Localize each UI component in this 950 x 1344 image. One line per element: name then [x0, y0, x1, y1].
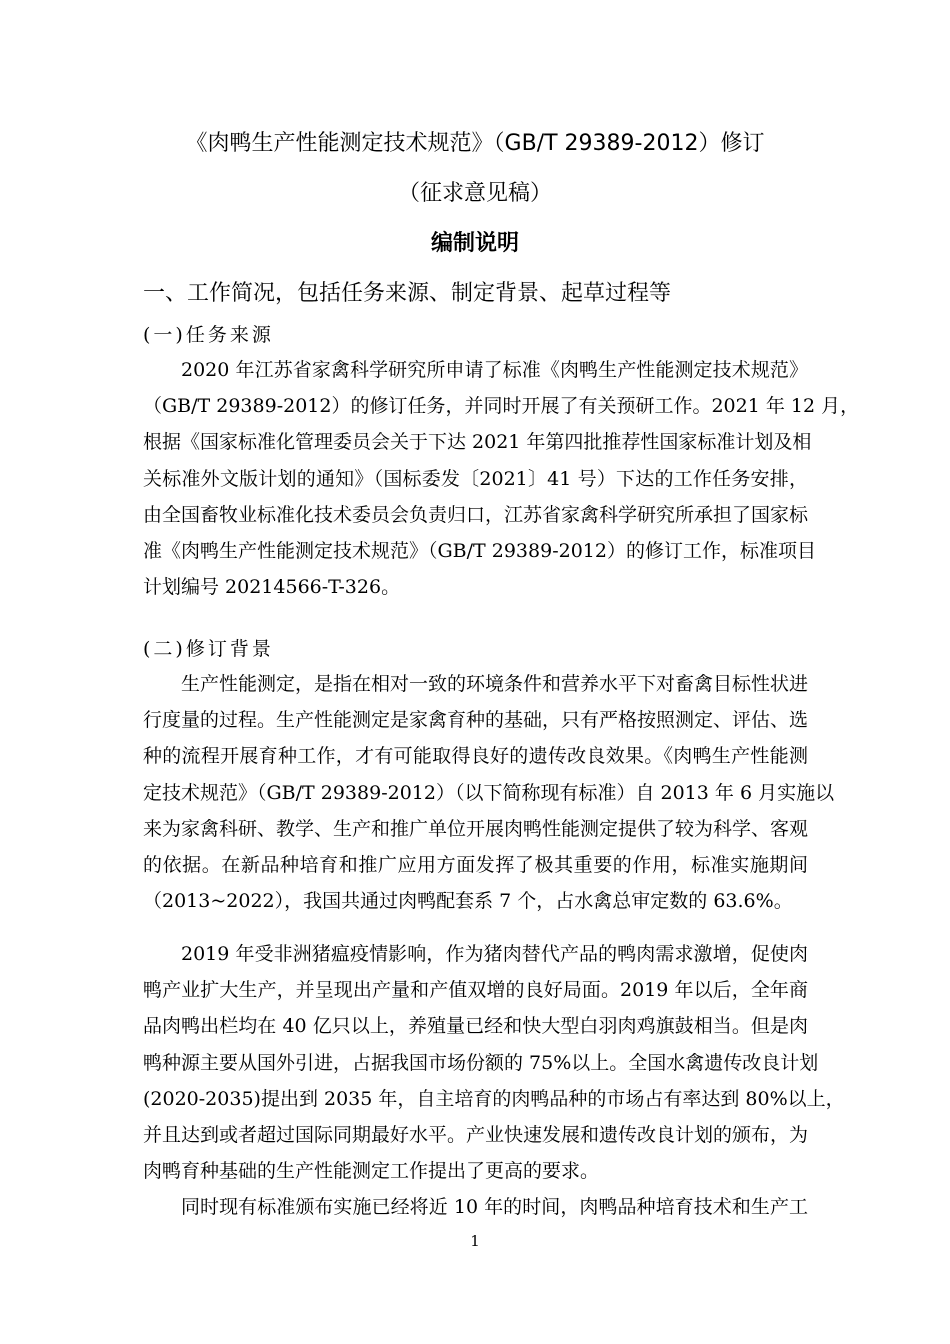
text-line: 种的流程开展育种工作，才有可能取得良好的遗传改良效果。《肉鸭生产性能测	[143, 745, 808, 768]
subsection-heading-background: (二)修订背景	[143, 638, 274, 660]
text-line: 鸭产业扩大生产，并呈现出产量和产值双增的良好局面。2019 年以后，全年商	[143, 979, 808, 1002]
text-line: 准《肉鸭生产性能测定技术规范》（GB/T 29389-2012）的修订工作，标准项目	[143, 539, 816, 562]
text-line: 同时现有标准颁布实施已经将近 10 年的时间，肉鸭品种培育技术和生产工	[181, 1196, 808, 1218]
text-line: 定技术规范》（GB/T 29389-2012）（以下简称现有标准）自 2013 年 6 月实施以	[143, 781, 835, 804]
subsection-heading-task-source: (一)任务来源	[143, 324, 274, 346]
text-line: 2019 年受非洲猪瘟疫情影响，作为猪肉替代产品的鸭肉需求激增，促使肉	[181, 943, 808, 965]
text-line: 根据《国家标准化管理委员会关于下达 2021 年第四批推荐性国家标准计划及相	[143, 431, 812, 454]
text-line: 肉鸭育种基础的生产性能测定工作提出了更高的要求。	[143, 1160, 600, 1183]
document-heading: 编制说明	[430, 231, 519, 256]
text-line: 关标准外文版计划的通知》（国标委发〔2021〕41 号）下达的工作任务安排，	[143, 467, 808, 490]
text-line: 鸭种源主要从国外引进，占据我国市场份额的 75%以上。全国水禽遗传改良计划	[143, 1051, 819, 1074]
text-line: 由全国畜牧业标准化技术委员会负责归口，江苏省家禽科学研究所承担了国家标	[143, 503, 809, 526]
paragraph-background-3	[143, 1189, 808, 1225]
document-title: 《肉鸭生产性能测定技术规范》（GB/T 29389-2012）修订	[185, 131, 765, 156]
paragraph-task-source	[143, 352, 860, 605]
text-line: (2020-2035)提出到 2035 年，自主培育的肉鸭品种的市场占有率达到 80%以上，	[143, 1087, 845, 1110]
text-line: 的依据。在新品种培育和推广应用方面发挥了极其重要的作用，标准实施期间	[143, 853, 808, 876]
document-subtitle: （征求意见稿）	[397, 181, 552, 206]
text-line: 生产性能测定，是指在相对一致的环境条件和营养水平下对畜禽目标性状进	[181, 673, 809, 695]
text-line: （2013~2022），我国共通过肉鸭配套系 7 个，占水禽总审定数的 63.6%。	[143, 890, 793, 913]
text-line: 来为家禽科研、教学、生产和推广单位开展肉鸭性能测定提供了较为科学、客观	[143, 817, 809, 840]
text-line: （GB/T 29389-2012）的修订任务，并同时开展了有关预研工作。2021 年 12 月，	[143, 395, 860, 418]
section-heading-1: 一、工作简况，包括任务来源、制定背景、起草过程等	[143, 281, 672, 306]
paragraph-background-2	[143, 936, 845, 1189]
page-number: 1	[470, 1232, 480, 1250]
text-line: 品肉鸭出栏均在 40 亿只以上，养殖量已经和快大型白羽肉鸡旗鼓相当。但是肉	[143, 1015, 808, 1038]
text-line: 2020 年江苏省家禽科学研究所申请了标准《肉鸭生产性能测定技术规范》	[181, 359, 808, 381]
paragraph-background-1	[143, 666, 835, 919]
text-line: 并且达到或者超过国际同期最好水平。产业快速发展和遗传改良计划的颁布，为	[143, 1123, 809, 1146]
text-line: 计划编号 20214566-T-326。	[143, 576, 401, 599]
text-line: 行度量的过程。生产性能测定是家禽育种的基础，只有严格按照测定、评估、选	[143, 709, 809, 732]
